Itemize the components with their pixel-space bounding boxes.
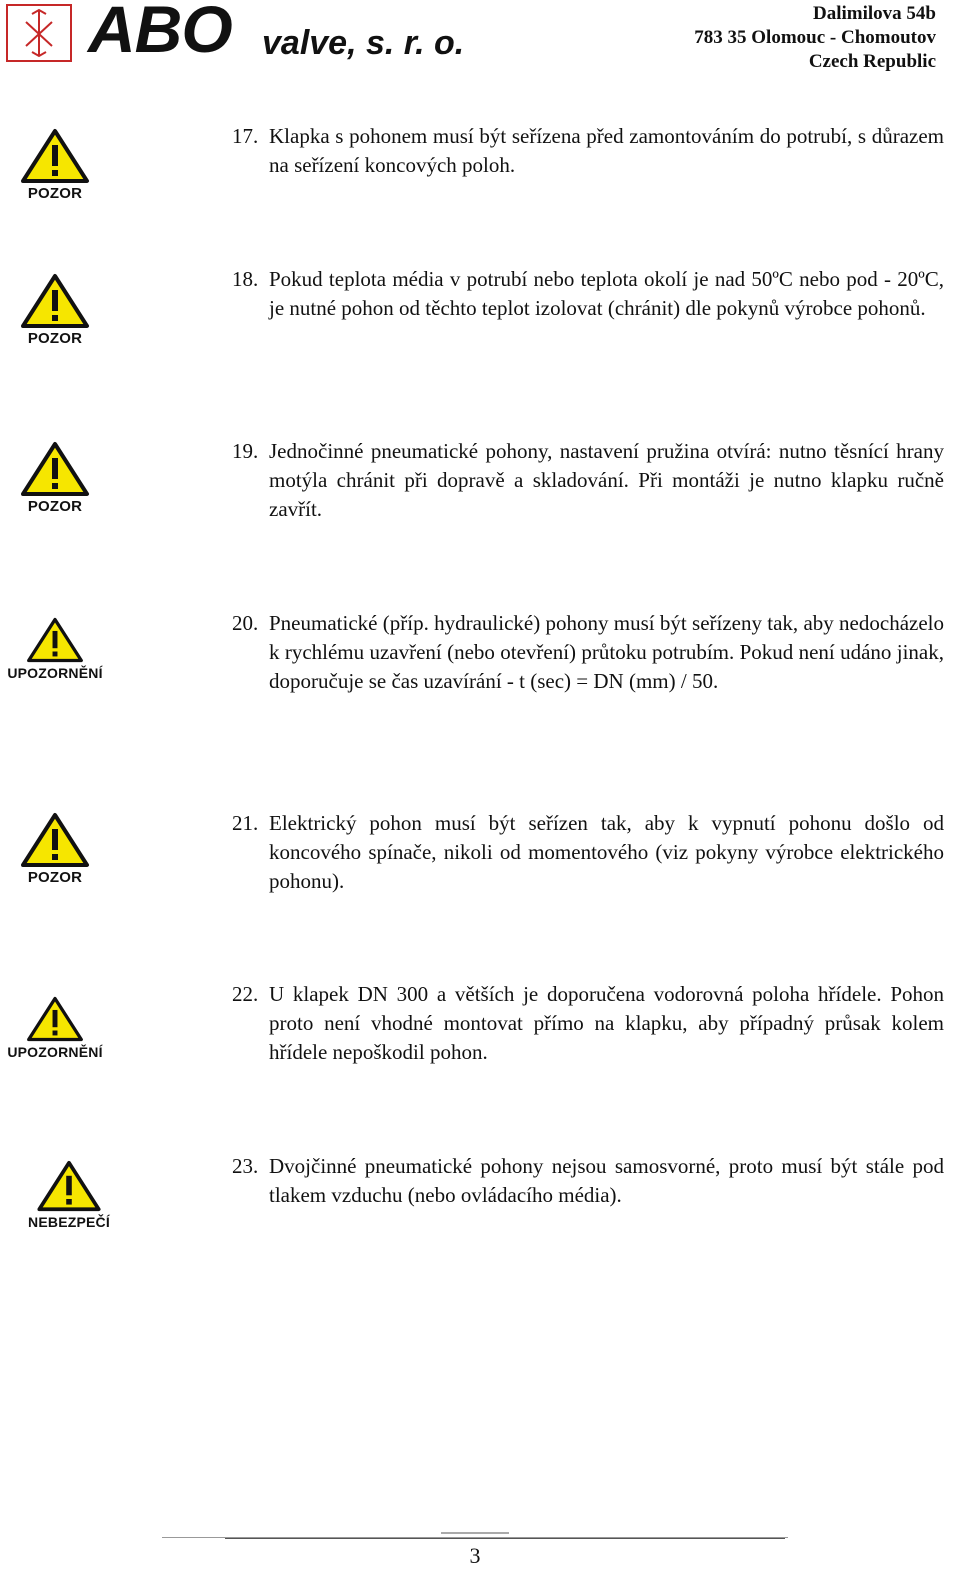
item-number: 19. (232, 439, 259, 463)
warning-label: POZOR (27, 185, 83, 202)
item-number: 20. (232, 611, 259, 635)
item-text: Pneumatické (příp. hydraulické) pohony musí být seřízeny tak, aby nedocházelo k rychlému uzavření (nebo otevření) průtoku potrubím. Pokud není udáno jinak, doporučuje se čas uzavírání - t (sec) = DN (mm) / 50. (269, 611, 944, 693)
item-text: Klapka s pohonem musí být seřízena před zamontováním do potrubí, s důrazem na seřízení koncových poloh. (269, 124, 944, 177)
warning-label: NEBEZPEČÍ (28, 1214, 110, 1230)
address-line: Czech Republic (808, 51, 936, 72)
item-number: 22. (232, 982, 259, 1006)
footer-divider (441, 1532, 509, 1534)
item-text: Elektrický pohon musí být seřízen tak, aby k vypnutí pohonu došlo od koncového spínače, nikoli od momentového (viz pokyny výrobce elektrického pohonu). (269, 811, 944, 893)
warning-label: POZOR (27, 498, 83, 515)
company-logo-sub: valve, s. r. o. (262, 24, 465, 62)
warning-triangle-icon (0, 996, 115, 1061)
warning-triangle-icon (0, 812, 115, 887)
warning-triangle-icon (9, 1160, 129, 1231)
address-line: 783 35 Olomouc - Chomoutov (694, 27, 936, 48)
item-number: 18. (232, 267, 259, 291)
address-line: Dalimilova 54b (813, 3, 936, 24)
item-number: 21. (232, 811, 259, 835)
warning-label: UPOZORNĚNÍ (7, 1044, 103, 1060)
company-logo-emblem (6, 4, 72, 62)
company-logo-main: ABO (88, 0, 232, 66)
page-number: 3 (469, 1543, 481, 1568)
item-text: U klapek DN 300 a větších je doporučena vodorovná poloha hřídele. Pohon proto není vhodné montovat přímo na klapku, aby případný průsak kolem hřídele nepoškodil pohon. (269, 982, 944, 1064)
footer-divider (225, 1538, 785, 1539)
warning-label: POZOR (27, 330, 83, 347)
item-text: Jednočinné pneumatické pohony, nastavení pružina otvírá: nutno těsnící hrany motýla chránit při dopravě a skladování. Při montáži je nutno klapku ručně zavřít. (269, 439, 944, 521)
item-text: Pokud teplota média v potrubí nebo teplota okolí je nad 50ºC nebo pod - 20ºC, je nutné pohon od těchto teplot izolovat (chránit) dle pokynů výrobce pohonů. (269, 267, 944, 320)
item-number: 23. (232, 1154, 259, 1178)
company-address (694, 2, 936, 74)
warning-triangle-icon (0, 128, 115, 203)
warning-label: POZOR (27, 869, 83, 886)
item-text: Dvojčinné pneumatické pohony nejsou samosvorné, proto musí být stále pod tlakem vzduchu (nebo ovládacího média). (269, 1154, 944, 1207)
warning-triangle-icon (0, 273, 115, 348)
warning-triangle-icon (0, 617, 115, 682)
warning-label: UPOZORNĚNÍ (7, 665, 103, 681)
warning-triangle-icon (0, 441, 115, 516)
item-number: 17. (232, 124, 259, 148)
